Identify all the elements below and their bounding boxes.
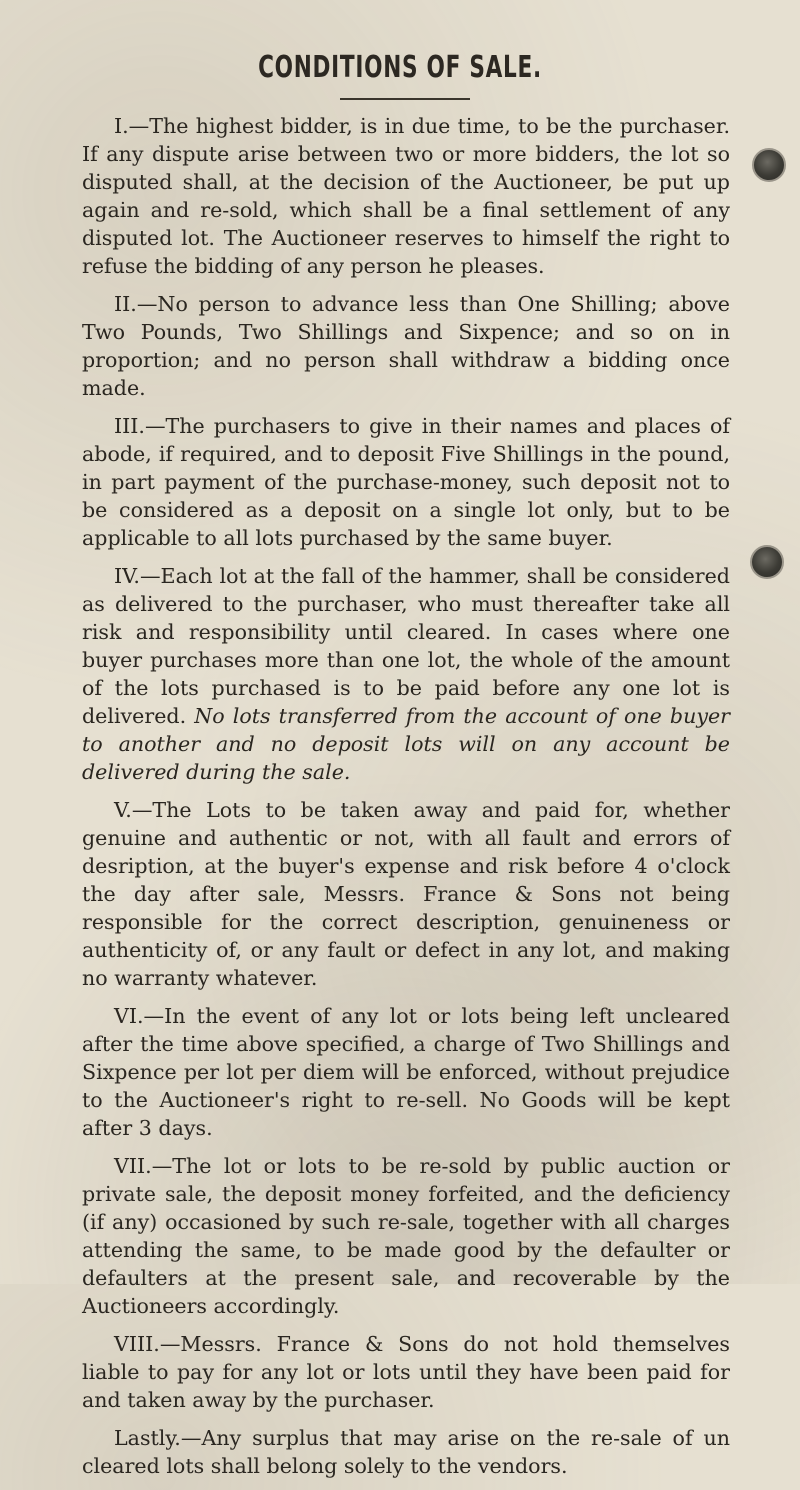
- clause-text: The lot or lots to be re-sold by public auction or private sale, the deposit money forfeited, and the deficiency (if any) occasioned by such re-sale, together with all charges attending the same, to be made good by the defaulter or defaulters at the present sale, and recoverable by the Auctioneers accordingly.: [82, 1154, 730, 1318]
- clause-text: Messrs. France & Sons do not hold themselves liable to pay for any lot or lots until they have been paid for and taken away by the purchaser.: [82, 1332, 730, 1412]
- punch-hole: [752, 148, 786, 182]
- clause-1: [82, 112, 730, 280]
- clause-3: [82, 412, 730, 552]
- clause-text: Any surplus that may arise on the re-sale of un cleared lots shall belong solely to the vendors.: [82, 1426, 730, 1478]
- clause-italic-text: No lots transferred from the account of one buyer to another and no deposit lots will on any account be delivered during the sale.: [82, 704, 730, 784]
- clause-lastly: [82, 1424, 730, 1480]
- clause-number: II.—: [114, 292, 158, 316]
- clause-5: [82, 796, 730, 992]
- clause-text: The purchasers to give in their names and places of abode, if required, and to deposit Five Shillings in the pound, in part payment of the purchase-money, such deposit not to be considered as a deposit on a single lot only, but to be applicable to all lots purchased by the same buyer.: [82, 414, 730, 550]
- clause-text: The Lots to be taken away and paid for, whether genuine and authentic or not, with all fault and errors of desription, at the buyer's expense and risk before 4 o'clock the day after sale, Messrs. France & Sons not being responsible for the correct description, genuineness or authenticity of, or any fault or defect in any lot, and making no warranty whatever.: [82, 798, 730, 990]
- clause-text: No person to advance less than One Shilling; above Two Pounds, Two Shillings and Sixpence; and so on in proportion; and no person shall withdraw a bidding once made.: [82, 292, 730, 400]
- punch-hole: [750, 545, 784, 579]
- clause-8: [82, 1330, 730, 1414]
- clause-4: [82, 562, 730, 786]
- clause-number: VIII.—: [114, 1332, 181, 1356]
- clause-number: I.—: [114, 114, 150, 138]
- page-title: CONDITIONS OF SALE.: [258, 50, 542, 85]
- clause-text: Each lot at the fall of the hammer, shall be considered as delivered to the purchaser, who must thereafter take all risk and responsibility until cleared. In cases where one buyer purchases more than one lot, the whole of the amount of the lots purchased is to be paid before any one lot is delivered.: [82, 564, 730, 728]
- clause-number: IV.—: [114, 564, 161, 588]
- clause-text: In the event of any lot or lots being left uncleared after the time above specified, a charge of Two Shillings and Sixpence per lot per diem will be enforced, without prejudice to the Auctioneer's right to re-sell. No Goods will be kept after 3 days.: [82, 1004, 730, 1140]
- title-rule: [340, 98, 470, 100]
- clause-number: VII.—: [114, 1154, 173, 1178]
- clause-number: V.—: [114, 798, 153, 822]
- clause-number: Lastly.—: [114, 1426, 202, 1450]
- clause-7: [82, 1152, 730, 1320]
- clause-text: The highest bidder, is in due time, to be the purchaser. If any dispute arise between two or more bidders, the lot so disputed shall, at the decision of the Auctioneer, be put up again and re-sold, which shall be a final settlement of any disputed lot. The Auctioneer reserves to himself the right to refuse the bidding of any person he pleases.: [82, 114, 730, 278]
- conditions-list: [82, 112, 730, 1490]
- clause-2: [82, 290, 730, 402]
- clause-number: VI.—: [114, 1004, 165, 1028]
- clause-number: III.—: [114, 414, 166, 438]
- clause-6: [82, 1002, 730, 1142]
